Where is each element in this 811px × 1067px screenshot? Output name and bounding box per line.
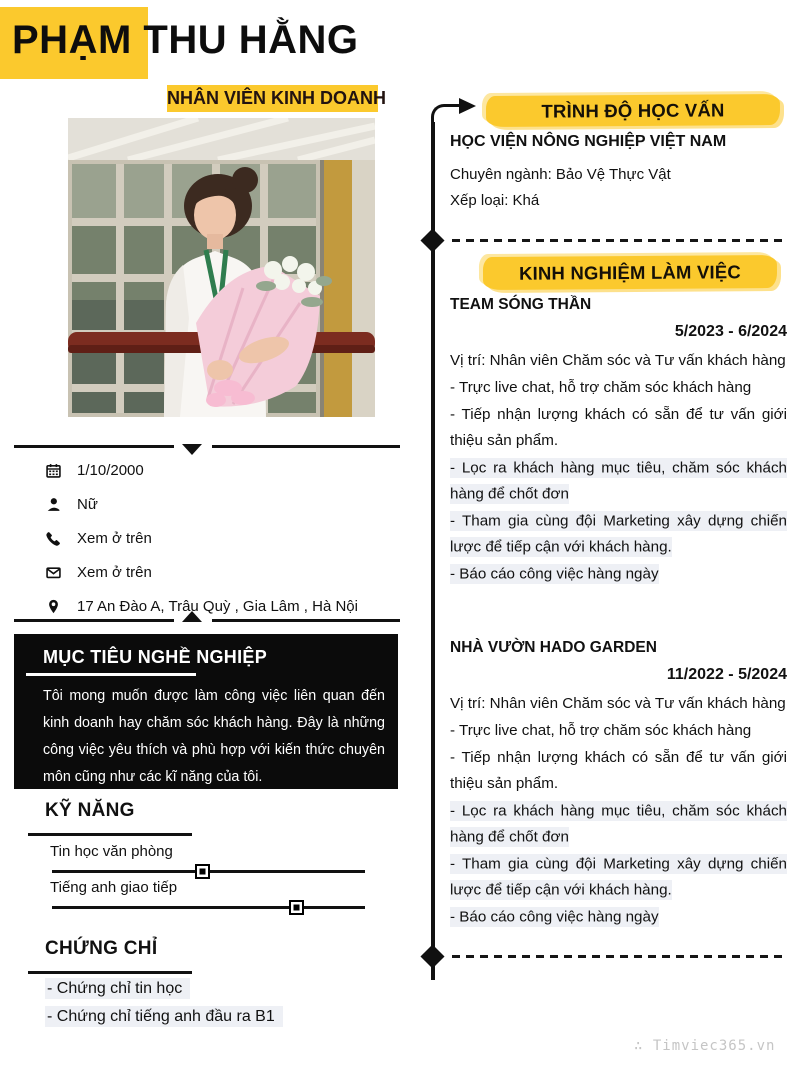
dashed-divider <box>452 239 785 242</box>
certificates-heading-rule <box>28 971 192 974</box>
calendar-icon <box>46 463 61 478</box>
job-bullet: - Báo cáo công việc hàng ngày <box>450 565 659 582</box>
skills-heading: KỸ NĂNG <box>45 800 135 821</box>
dashed-divider <box>452 955 785 958</box>
education-heading: TRÌNH ĐỘ HỌC VẤN <box>486 94 780 127</box>
job-bullet: - Trực live chat, hỗ trợ chăm sóc khách hàng <box>450 722 752 739</box>
skill-slider-english <box>52 900 365 915</box>
address-value: 17 An Đào A, Trâu Quỳ , Gia Lâm , Hà Nội <box>77 597 358 615</box>
skill-label-office: Tin học văn phòng <box>50 843 173 860</box>
company-name: NHÀ VƯỜN HADO GARDEN <box>450 639 657 656</box>
job-title: NHÂN VIÊN KINH DOANH <box>167 85 378 112</box>
contact-row-phone <box>46 521 396 555</box>
contact-row-birthdate <box>46 453 396 487</box>
job-position: Vị trí: Nhân viên Chăm sóc và Tư vấn khách hàng <box>450 352 786 369</box>
skills-heading-rule <box>28 833 192 836</box>
contact-row-email <box>46 555 396 589</box>
certificates-heading: CHỨNG CHỈ <box>45 938 158 959</box>
contact-list <box>46 453 396 623</box>
gender-value: Nữ <box>77 495 98 513</box>
objective-heading: MỤC TIÊU NGHỀ NGHIỆP <box>43 647 268 667</box>
company-name: TEAM SÓNG THẦN <box>450 296 592 313</box>
objective-section <box>14 634 398 789</box>
profile-photo <box>68 118 375 417</box>
divider-bottom <box>14 619 400 622</box>
timeline-corner <box>431 104 461 126</box>
job-bullet: - Trực live chat, hỗ trợ chăm sóc khách hàng <box>450 379 752 396</box>
diamond-marker <box>420 944 444 968</box>
slider-knob <box>195 864 210 879</box>
arrow-up-icon <box>182 611 202 622</box>
education-school: HỌC VIỆN NÔNG NGHIỆP VIỆT NAM <box>450 133 727 150</box>
slider-track <box>52 906 365 909</box>
watermark: ∴ Timviec365.vn <box>634 1038 776 1054</box>
education-grade: Xếp loại: Khá <box>450 192 540 209</box>
job-bullet: - Tiếp nhận lượng khách có sẵn để tư vấn giới thiệu sản phẩm. <box>450 406 787 449</box>
skill-slider-office <box>52 864 365 879</box>
slider-knob <box>289 900 304 915</box>
mail-icon <box>46 565 61 580</box>
education-major: Chuyên ngành: Bảo Vệ Thực Vật <box>450 166 671 183</box>
email-value: Xem ở trên <box>77 563 152 581</box>
objective-underline <box>26 673 196 676</box>
certificate-item: - Chứng chỉ tin học <box>45 980 190 998</box>
diamond-marker <box>420 228 444 252</box>
job-period: 5/2023 - 6/2024 <box>674 323 787 340</box>
arrow-right-icon <box>459 98 476 114</box>
birthdate-value: 1/10/2000 <box>77 461 144 479</box>
contact-row-address <box>46 589 396 623</box>
user-icon <box>46 497 61 512</box>
person-name: PHẠM THU HẰNG <box>12 18 359 62</box>
divider-top <box>14 445 400 448</box>
job-bullet: - Lọc ra khách hàng mục tiêu, chăm sóc khách hàng để chốt đơn <box>450 459 787 502</box>
job-bullet: - Tham gia cùng đội Marketing xây dựng chiến lược để tiếp cận với khách hàng. <box>450 512 787 555</box>
job-bullet: - Tham gia cùng đội Marketing xây dựng chiến lược để tiếp cận với khách hàng. <box>450 855 787 898</box>
job-bullet: - Báo cáo công việc hàng ngày <box>450 908 659 925</box>
job-position: Vị trí: Nhân viên Chăm sóc và Tư vấn khách hàng <box>450 695 786 712</box>
contact-row-gender <box>46 487 396 521</box>
experience-heading: KINH NGHIỆM LÀM VIỆC <box>483 255 777 290</box>
location-icon <box>46 599 61 614</box>
job-bullet: - Tiếp nhận lượng khách có sẵn để tư vấn giới thiệu sản phẩm. <box>450 749 787 792</box>
job-period: 11/2022 - 5/2024 <box>666 666 787 683</box>
job-bullet: - Lọc ra khách hàng mục tiêu, chăm sóc khách hàng để chốt đơn <box>450 802 787 845</box>
phone-icon <box>46 531 61 546</box>
certificate-item: - Chứng chỉ tiếng anh đầu ra B1 <box>45 1008 283 1026</box>
skill-label-english: Tiếng anh giao tiếp <box>50 879 178 896</box>
phone-value: Xem ở trên <box>77 529 152 547</box>
objective-body: Tôi mong muốn được làm công việc liên quan đến kinh doanh hay chăm sóc khách hàng. Đây là những công việc yêu thích và phù hợp với kiến thức chuyên môn cũng như các kĩ năng của tôi. <box>43 687 385 785</box>
experience-body <box>450 296 787 931</box>
